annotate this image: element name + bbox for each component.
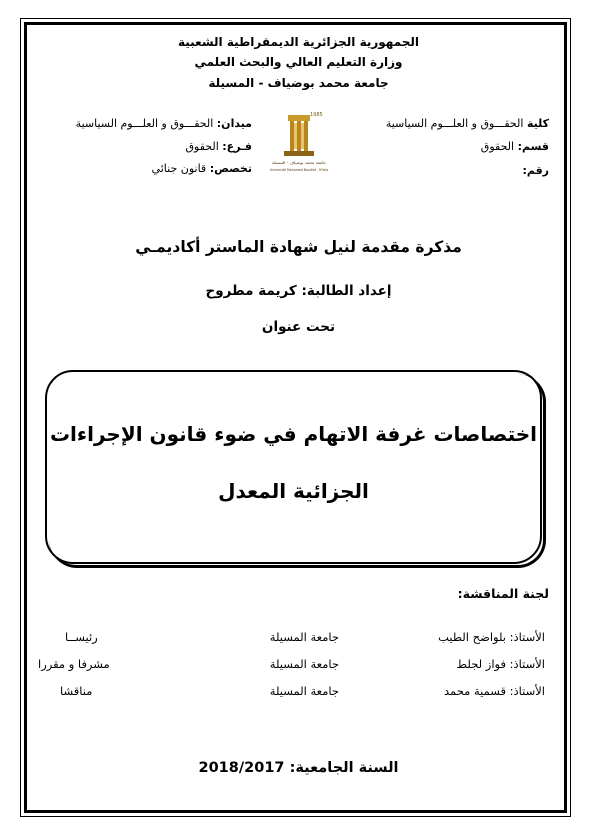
header-republic: الجمهورية الجزائرية الديمقراطية الشعبية (177, 35, 420, 49)
thesis-title-line1: اختصاصات غرفة الاتهام في ضوء قانون الإجراءات (49, 422, 538, 446)
branch-value: الحقوق (185, 140, 219, 153)
committee-member-university: جامعة المسيلة (269, 630, 339, 644)
committee-member-role: رئيســا (65, 630, 98, 644)
header-ministry: وزارة التعليم العالي والبحث العلمي (194, 55, 403, 69)
logo-latin-text: Université Mohamed Boudiaf - M'sila (269, 168, 329, 172)
field-row (76, 117, 252, 130)
committee-member-name: الأستاذ: قسمية محمد (444, 684, 545, 698)
department-label: قسم: (517, 140, 549, 153)
specialty-value: قانون جنائي (151, 162, 207, 175)
field-label: ميدان: (216, 117, 252, 130)
student-row (0, 283, 597, 299)
committee-member-name: الأستاذ: بلواضح الطيب (438, 630, 545, 644)
branch-row (185, 140, 252, 153)
thesis-title-box (45, 370, 542, 564)
header-university: جامعة محمد بوضياف - المسيلة (208, 76, 389, 90)
faculty-value: الحقـــوق و العلـــوم السياسية (385, 117, 524, 130)
committee-heading: لجنة المناقشة: (457, 586, 549, 601)
number-row (522, 164, 549, 177)
faculty-row (386, 117, 549, 130)
committee-member-name: الأستاذ: فواز لجلط (456, 657, 545, 671)
number-label: رقم: (522, 164, 549, 177)
faculty-label: كلية (526, 117, 549, 130)
under-title-label: تحت عنوان (261, 319, 336, 335)
memo-title: مذكرة مقدمة لنيل شهادة الماستر أكاديمـي (135, 238, 462, 256)
committee-member-role: مناقشا (60, 684, 93, 698)
academic-year-value: 2018/2017 (198, 760, 285, 776)
department-row (481, 140, 549, 153)
committee-member-role: مشرفا و مقررا (38, 657, 110, 671)
logo-arabic-text: جامعة محمد بوضياف - المسيلة (271, 160, 327, 165)
department-value: الحقوق (480, 140, 515, 153)
logo-year: 1985 (310, 112, 323, 118)
specialty-row (152, 162, 252, 175)
student-name: كريمة مطروح (205, 283, 297, 299)
student-label: إعداد الطالبة: (301, 283, 392, 299)
specialty-label: تخصص: (209, 162, 252, 175)
university-logo-icon (268, 107, 330, 177)
committee-member-university: جامعة المسيلة (269, 657, 339, 671)
academic-year-label: السنة الجامعية: (289, 760, 399, 776)
branch-label: فـرع: (222, 140, 252, 153)
field-value: الحقـــوق و العلـــوم السياسية (75, 117, 214, 130)
thesis-title-line2: الجزائية المعدل (218, 479, 369, 503)
committee-member-university: جامعة المسيلة (269, 684, 339, 698)
academic-year-row (0, 760, 597, 776)
